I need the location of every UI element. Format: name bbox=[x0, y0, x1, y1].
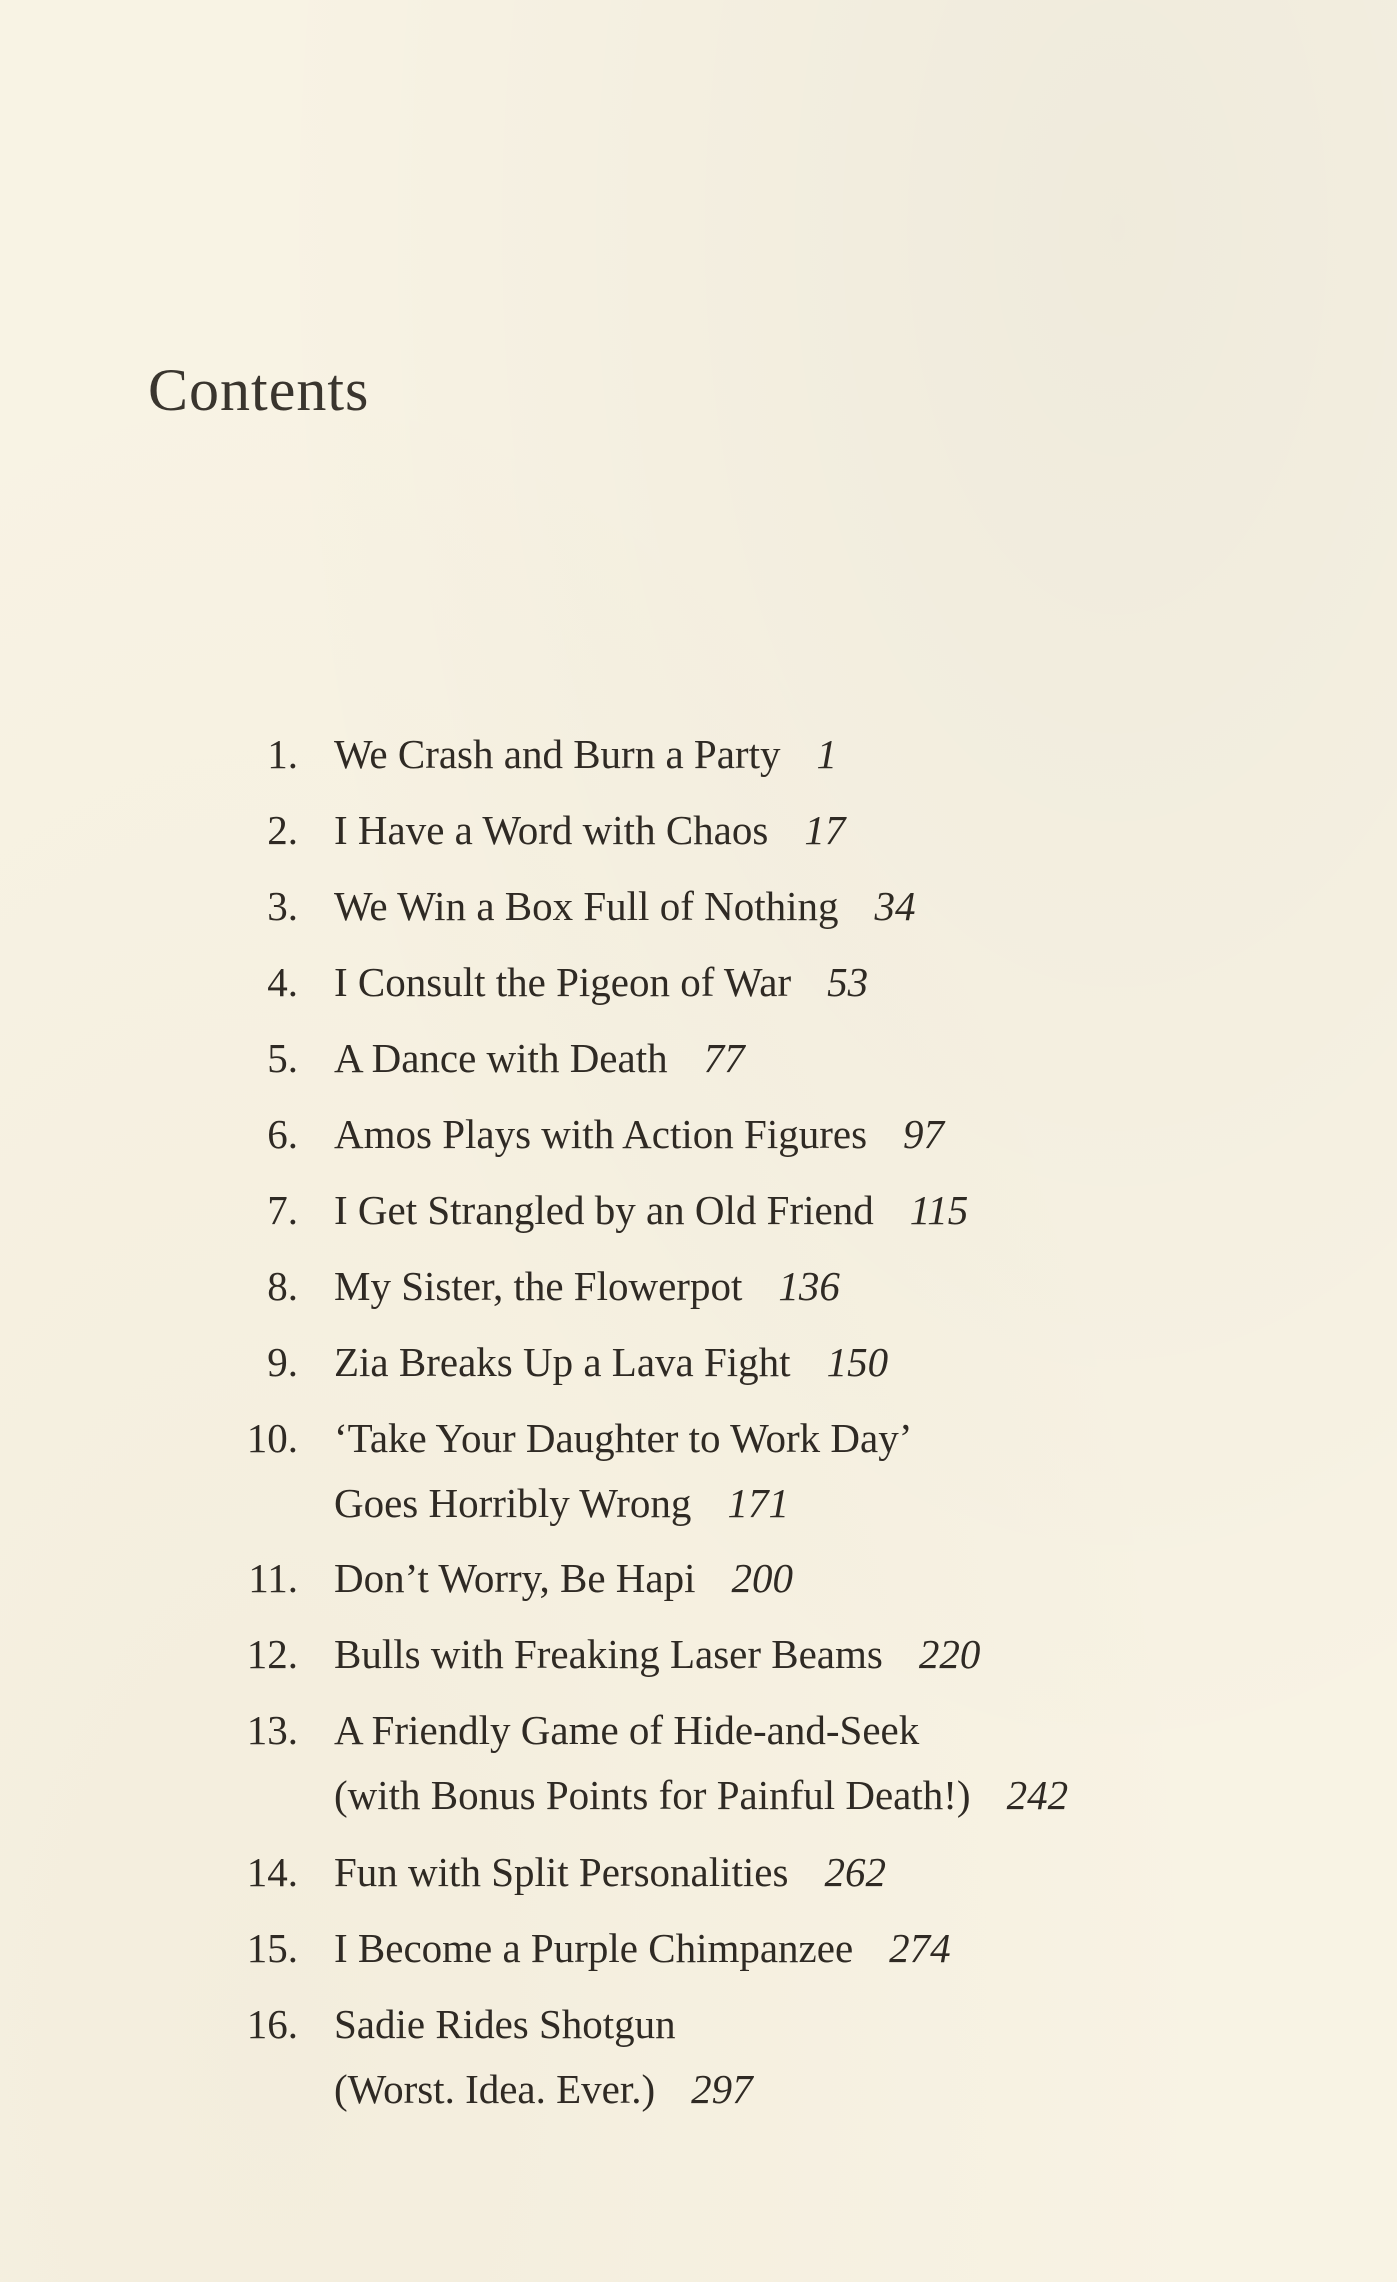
chapter-title-line: I Become a Purple Chimpanzee bbox=[334, 1925, 854, 1971]
chapter-title bbox=[334, 1546, 1334, 1611]
chapter-number: 13. bbox=[246, 1707, 298, 1753]
page-number: 34 bbox=[874, 883, 916, 929]
chapter-number: 7. bbox=[267, 1187, 298, 1233]
chapter-title bbox=[334, 1992, 1334, 2122]
chapter-title-line: I Get Strangled by an Old Friend bbox=[334, 1187, 874, 1233]
chapter-title bbox=[334, 798, 1334, 863]
chapter-title bbox=[334, 1330, 1334, 1395]
chapter-title-line: Sadie Rides Shotgun bbox=[334, 2001, 676, 2047]
page-number: 171 bbox=[727, 1480, 789, 1526]
chapter-number: 15. bbox=[246, 1925, 298, 1971]
chapter-title bbox=[334, 722, 1334, 787]
chapter-title-line: Bulls with Freaking Laser Beams bbox=[334, 1631, 883, 1677]
chapter-title-line: Don’t Worry, Be Hapi bbox=[334, 1555, 696, 1601]
chapter-title-line: I Consult the Pigeon of War bbox=[334, 959, 792, 1005]
page-number: 242 bbox=[1006, 1772, 1069, 1818]
chapter-number: 12. bbox=[246, 1631, 298, 1677]
chapter-title bbox=[334, 1840, 1334, 1905]
chapter-title bbox=[334, 1026, 1334, 1091]
page-number: 262 bbox=[824, 1849, 886, 1895]
chapter-title-line: ‘Take Your Daughter to Work Day’ bbox=[334, 1415, 913, 1461]
page-number: 1 bbox=[816, 731, 837, 777]
chapter-number: 14. bbox=[246, 1849, 298, 1895]
chapter-title bbox=[334, 1254, 1334, 1319]
chapter-title-line: We Crash and Burn a Party bbox=[334, 731, 781, 777]
page-number: 136 bbox=[778, 1263, 840, 1309]
chapter-number: 5. bbox=[267, 1035, 298, 1081]
page-number: 220 bbox=[918, 1631, 981, 1677]
chapter-title-line: Zia Breaks Up a Lava Fight bbox=[334, 1339, 791, 1385]
chapter-title-line: A Dance with Death bbox=[334, 1035, 668, 1081]
page-number: 297 bbox=[691, 2066, 753, 2112]
chapter-title-line: My Sister, the Flowerpot bbox=[334, 1263, 743, 1309]
chapter-number: 6. bbox=[267, 1111, 298, 1157]
page-number: 17 bbox=[804, 807, 846, 853]
chapter-title-line: A Friendly Game of Hide-and-Seek bbox=[334, 1707, 920, 1753]
chapter-title-line: (Worst. Idea. Ever.) bbox=[334, 2066, 656, 2112]
chapter-number: 8. bbox=[267, 1263, 298, 1309]
chapter-title bbox=[334, 1916, 1334, 1981]
page-number: 115 bbox=[909, 1187, 969, 1233]
page-number: 77 bbox=[703, 1035, 745, 1081]
chapter-title bbox=[334, 1622, 1334, 1687]
chapter-number: 16. bbox=[246, 2001, 298, 2047]
chapter-number: 1. bbox=[267, 731, 298, 777]
chapter-title-line: Fun with Split Personalities bbox=[334, 1849, 789, 1895]
chapter-title bbox=[334, 1178, 1334, 1243]
chapter-number: 10. bbox=[246, 1415, 298, 1461]
chapter-number: 9. bbox=[267, 1339, 298, 1385]
chapter-number: 11. bbox=[248, 1555, 298, 1601]
chapter-title bbox=[334, 874, 1334, 939]
page-number: 200 bbox=[731, 1555, 793, 1601]
chapter-title-line: Goes Horribly Wrong bbox=[334, 1480, 692, 1526]
page-number: 274 bbox=[889, 1925, 951, 1971]
chapter-title bbox=[334, 1406, 1334, 1536]
chapter-title bbox=[334, 1102, 1334, 1167]
chapter-title-line: We Win a Box Full of Nothing bbox=[334, 883, 839, 929]
page-number: 97 bbox=[903, 1111, 945, 1157]
chapter-title bbox=[334, 1698, 1334, 1828]
chapter-number: 2. bbox=[267, 807, 298, 853]
chapter-title bbox=[334, 950, 1334, 1015]
chapter-title-line: (with Bonus Points for Painful Death!) bbox=[334, 1772, 971, 1818]
page-number: 150 bbox=[826, 1339, 889, 1385]
chapter-title-line: Amos Plays with Action Figures bbox=[334, 1111, 868, 1157]
chapter-number: 4. bbox=[267, 959, 298, 1005]
chapter-number: 3. bbox=[267, 883, 298, 929]
chapter-title-line: I Have a Word with Chaos bbox=[334, 807, 769, 853]
contents-heading: Contents bbox=[148, 357, 370, 423]
page-number: 53 bbox=[827, 959, 869, 1005]
